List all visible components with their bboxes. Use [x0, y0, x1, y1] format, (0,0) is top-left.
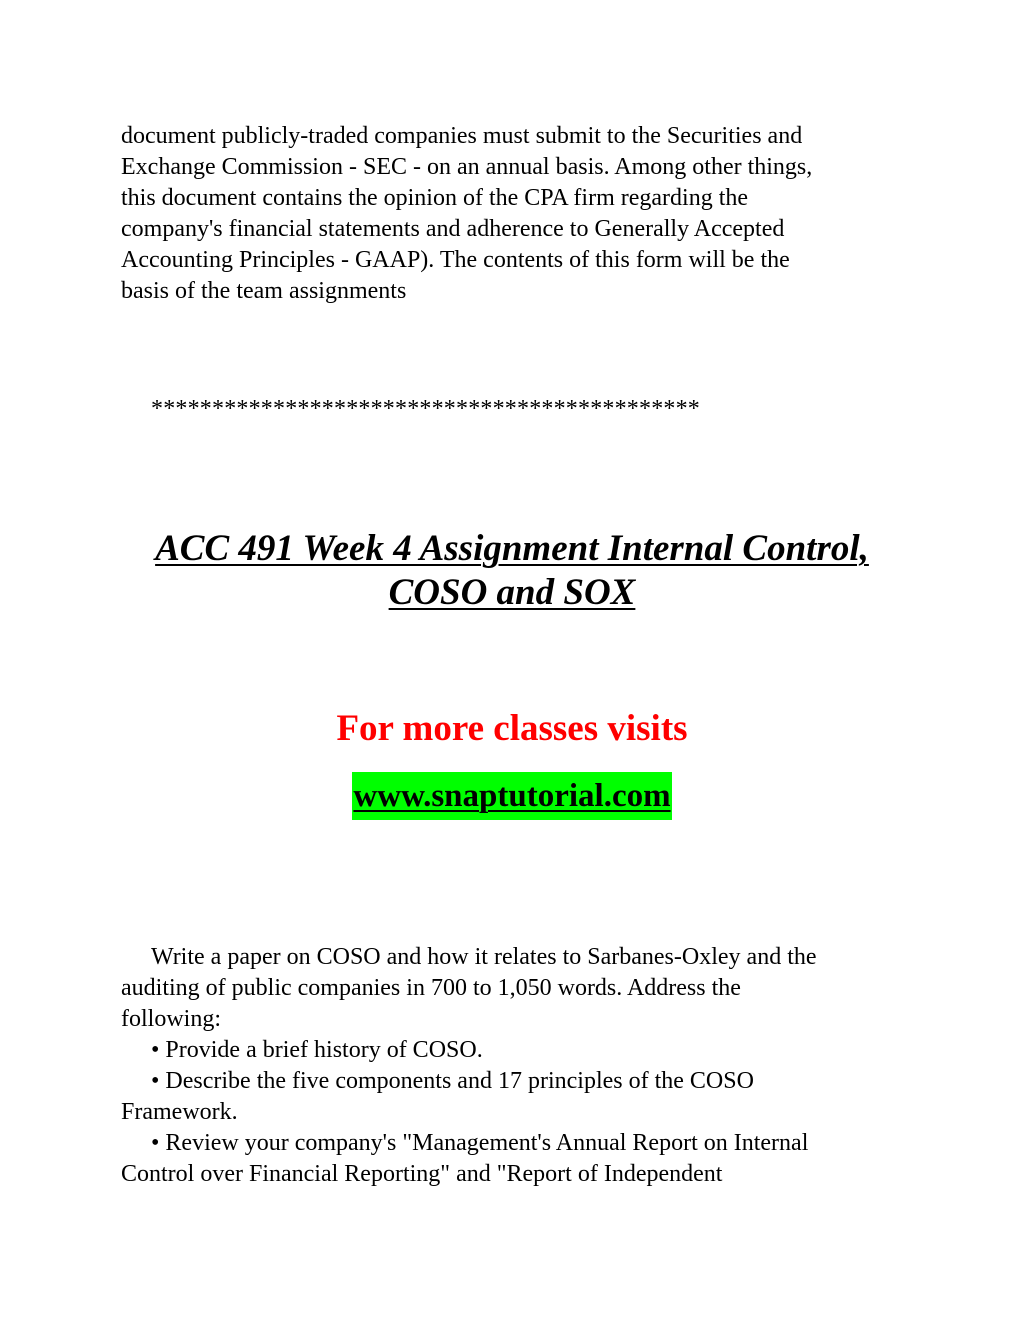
promo-text: For more classes visits	[336, 708, 688, 749]
title-line-2: COSO and SOX	[388, 572, 636, 613]
instruction-line: following:	[121, 1006, 221, 1032]
intro-line: Exchange Commission - SEC - on an annual basis. Among other things,	[121, 154, 813, 180]
intro-line: Accounting Principles - GAAP). The contents of this form will be the	[121, 247, 790, 273]
instruction-line: Write a paper on COSO and how it relates to Sarbanes-Oxley and the	[151, 944, 817, 970]
instruction-line: auditing of public companies in 700 to 1,050 words. Address the	[121, 975, 741, 1001]
intro-line: basis of the team assignments	[121, 278, 407, 304]
bullet-item: • Describe the five components and 17 principles of the COSO	[151, 1068, 754, 1094]
promo-link-container	[112, 772, 912, 820]
website-link[interactable]: www.snaptutorial.com	[352, 772, 671, 820]
assignment-instructions	[121, 942, 911, 1190]
intro-paragraph	[121, 121, 911, 307]
bullet-item: • Review your company's "Management's Annual Report on Internal	[151, 1130, 809, 1156]
intro-line: document publicly-traded companies must submit to the Securities and	[121, 123, 803, 149]
title-line-1: ACC 491 Week 4 Assignment Internal Control,	[155, 528, 869, 569]
bullet-item-continuation: Framework.	[121, 1099, 238, 1125]
asterisk-separator: *********************************************	[151, 396, 700, 422]
bullet-item-continuation: Control over Financial Reporting" and "Report of Independent	[121, 1161, 723, 1187]
intro-line: this document contains the opinion of the CPA firm regarding the	[121, 185, 749, 211]
intro-line: company's financial statements and adherence to Generally Accepted	[121, 216, 785, 242]
assignment-title	[112, 527, 912, 615]
bullet-item: • Provide a brief history of COSO.	[151, 1037, 483, 1063]
